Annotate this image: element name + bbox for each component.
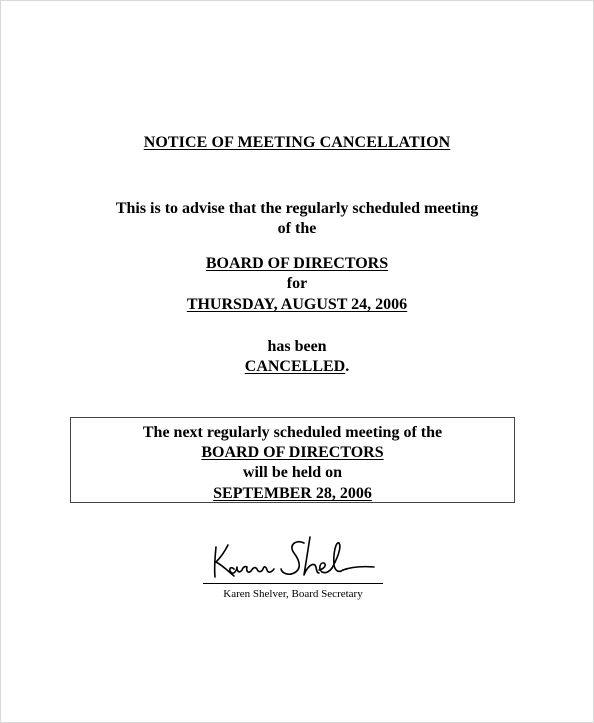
meeting-date (1, 295, 593, 315)
advise-line-2: of the (277, 220, 317, 237)
next-meeting-line-3: will be held on (242, 464, 343, 481)
signer-name: Karen Shelver, Board Secretary (223, 588, 363, 600)
next-meeting-date-text: SEPTEMBER 28, 2006 (213, 485, 372, 502)
signature-line (203, 583, 383, 584)
next-meeting-date (71, 484, 514, 504)
next-meeting-board (71, 443, 514, 463)
cancelled-text: CANCELLED (244, 358, 346, 375)
next-meeting-line-1: The next regularly scheduled meeting of the (142, 424, 443, 441)
cancelled-line (1, 357, 593, 377)
has-been-line: has been (267, 338, 327, 355)
for-word: for (286, 275, 308, 292)
board-name-text: BOARD OF DIRECTORS (205, 255, 389, 272)
advise-line-1: This is to advise that the regularly scheduled meeting (115, 200, 479, 217)
next-meeting-box (70, 417, 515, 503)
cancelled-period: . (345, 358, 350, 375)
next-meeting-board-text: BOARD OF DIRECTORS (201, 444, 384, 461)
notice-title: NOTICE OF MEETING CANCELLATION (143, 134, 451, 151)
meeting-date-text: THURSDAY, AUGUST 24, 2006 (186, 296, 408, 313)
board-name (1, 254, 593, 274)
handwritten-signature (206, 529, 386, 585)
